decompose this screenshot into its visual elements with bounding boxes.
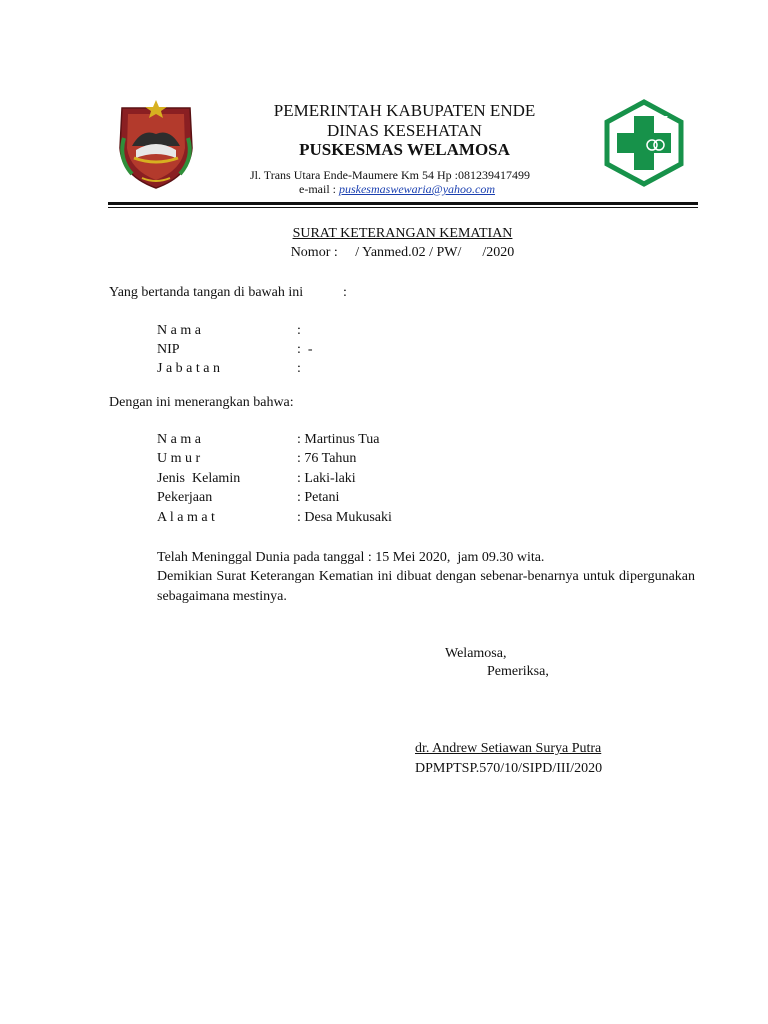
signer-position-label: J a b a t a n bbox=[157, 361, 220, 376]
declare-text: Dengan ini menerangkan bahwa: bbox=[109, 395, 294, 410]
signer-name-label: N a m a bbox=[157, 323, 201, 338]
letter-title: SURAT KETERANGAN KEMATIAN bbox=[292, 226, 513, 241]
subject-occupation-label: Pekerjaan bbox=[157, 490, 213, 505]
death-statement: Telah Meninggal Dunia pada tanggal : 15 Mei 2020, jam 09.30 wita. bbox=[157, 550, 545, 565]
signer-nip-label: NIP bbox=[157, 342, 180, 357]
subject-name-value: : Martinus Tua bbox=[297, 432, 380, 447]
subject-name-label: N a m a bbox=[157, 432, 201, 447]
subject-age-label: U m u r bbox=[157, 451, 201, 466]
signer-name-value: : bbox=[297, 323, 301, 338]
subject-gender-value: : Laki-laki bbox=[297, 471, 356, 486]
subject-gender-label: Jenis Kelamin bbox=[157, 471, 241, 486]
intro-text: Yang bertanda tangan di bawah ini bbox=[109, 285, 304, 300]
signer-nip-value: : - bbox=[297, 342, 313, 357]
email-label: e-mail : bbox=[299, 182, 339, 196]
header-email-line bbox=[299, 182, 495, 197]
subject-address-label: A l a m a t bbox=[157, 510, 215, 525]
letter-number: Nomor : / Yanmed.02 / PW/ /2020 bbox=[290, 245, 515, 260]
subject-occupation-value: : Petani bbox=[297, 490, 340, 505]
header-divider-thick bbox=[108, 202, 698, 205]
header-government: PEMERINTAH KABUPATEN ENDE bbox=[273, 101, 536, 120]
subject-address-value: : Desa Mukusaki bbox=[297, 510, 392, 525]
header-department: DINAS KESEHATAN bbox=[327, 121, 482, 140]
email-link[interactable]: puskesmaswewaria@yahoo.com bbox=[338, 182, 496, 196]
signature-name: dr. Andrew Setiawan Surya Putra bbox=[415, 741, 602, 756]
header-divider-thin bbox=[108, 207, 698, 208]
header-address: Jl. Trans Utara Ende-Maumere Km 54 Hp :081239417499 bbox=[250, 168, 530, 182]
signature-place: Welamosa, bbox=[445, 646, 507, 661]
header-institution: PUSKESMAS WELAMOSA bbox=[299, 140, 510, 159]
signer-position-value: : bbox=[297, 361, 301, 376]
closing-statement: Demikian Surat Keterangan Kematian ini dibuat dengan sebenar-benarnya untuk dipergunakan sebagaimana mestinya. bbox=[157, 569, 695, 604]
signature-license: DPMPTSP.570/10/SIPD/III/2020 bbox=[415, 761, 603, 776]
subject-age-value: : 76 Tahun bbox=[297, 451, 357, 466]
intro-colon: : bbox=[343, 285, 347, 300]
signature-role: Pemeriksa, bbox=[487, 664, 549, 679]
